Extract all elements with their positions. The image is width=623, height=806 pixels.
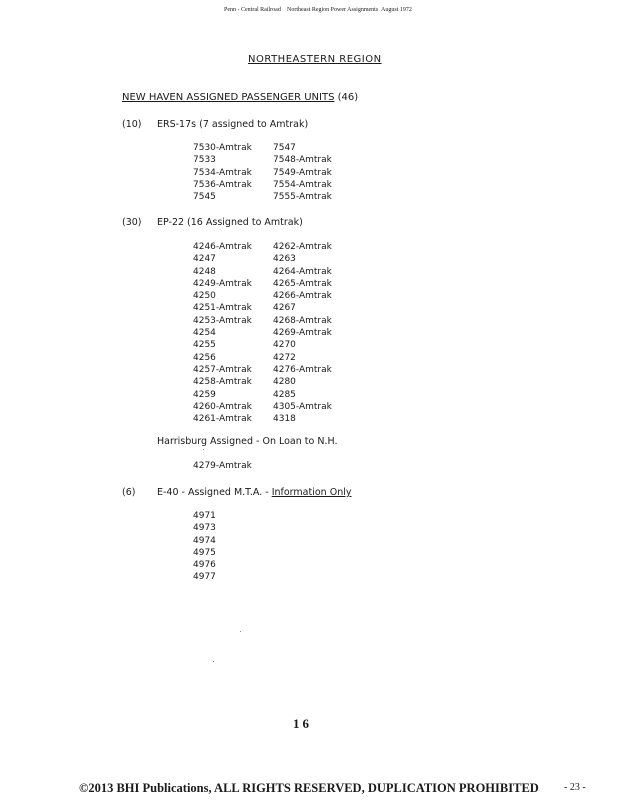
unit-entry: 4264-Amtrak — [273, 266, 332, 277]
unit-entry: 4247 — [193, 254, 216, 265]
scan-speck — [240, 631, 241, 632]
unit-entry: 7548-Amtrak — [273, 155, 332, 166]
footer-copyright: ©2013 BHI Publications, ALL RIGHTS RESERVED, DUPLICATION PROHIBITED — [79, 781, 539, 795]
e40-title-prefix: E-40 - Assigned M.T.A. - — [157, 487, 272, 498]
unit-entry: 4272 — [273, 352, 296, 363]
unit-entry: 4246-Amtrak — [193, 242, 252, 252]
unit-entry: 7530-Amtrak — [193, 143, 252, 153]
harrisburg-unit: 4279-Amtrak — [193, 461, 252, 471]
unit-entry: 7547 — [273, 143, 296, 153]
unit-entry: 7534-Amtrak — [193, 167, 252, 178]
scan-speck — [213, 661, 214, 662]
scan-speck — [203, 449, 204, 450]
unit-entry: 4258-Amtrak — [193, 377, 252, 388]
e40-units — [193, 510, 216, 584]
unit-entry: 4249-Amtrak — [193, 278, 252, 289]
footer-page-number: - 23 - — [564, 782, 586, 793]
unit-entry: 4318 — [273, 414, 296, 425]
unit-entry: 4305-Amtrak — [273, 401, 332, 412]
unit-entry: 4268-Amtrak — [273, 315, 332, 326]
unit-entry: 4973 — [193, 523, 216, 534]
unit-entry: 7549-Amtrak — [273, 167, 332, 178]
page-number: 16 — [293, 716, 312, 731]
unit-entry: 4259 — [193, 389, 216, 400]
unit-entry: 4255 — [193, 340, 216, 351]
e40-count: (6) — [122, 487, 136, 498]
unit-entry: 4977 — [193, 572, 216, 583]
unit-entry: 4276-Amtrak — [273, 364, 332, 375]
unit-entry: 4266-Amtrak — [273, 291, 332, 302]
unit-entry: 7554-Amtrak — [273, 179, 332, 190]
header-railroad: Penn - Central Railroad — [224, 7, 281, 13]
section-heading — [122, 92, 358, 103]
harrisburg-title: Harrisburg Assigned - On Loan to N.H. — [157, 436, 338, 447]
unit-entry: 4265-Amtrak — [273, 278, 332, 289]
ep22-col2 — [273, 241, 332, 425]
unit-entry: 4260-Amtrak — [193, 401, 252, 412]
region-title: NORTHEASTERN REGION — [248, 54, 382, 65]
unit-entry: 4269-Amtrak — [273, 328, 332, 339]
unit-entry: 4270 — [273, 340, 296, 351]
unit-entry: 4254 — [193, 328, 216, 339]
e40-title — [157, 487, 351, 498]
unit-entry: 7555-Amtrak — [273, 192, 332, 203]
section-heading-count: (46) — [337, 92, 359, 103]
unit-entry: 7536-Amtrak — [193, 179, 252, 190]
ep22-count: (30) — [122, 217, 142, 228]
header-title: Northeast Region Power Assignments — [287, 7, 379, 13]
unit-entry: 4257-Amtrak — [193, 364, 252, 375]
unit-entry: 4285 — [273, 389, 296, 400]
e40-title-underlined: Information Only — [271, 487, 352, 498]
ep22-col1 — [193, 241, 252, 425]
unit-entry: 4267 — [273, 303, 296, 314]
unit-entry: 4975 — [193, 547, 216, 558]
unit-entry: 7533 — [193, 155, 216, 166]
unit-entry: 4256 — [193, 352, 216, 363]
ers17-col1 — [193, 142, 252, 203]
unit-entry: 4974 — [193, 535, 216, 546]
ers17-count: (10) — [122, 119, 142, 130]
ers17-col2 — [273, 142, 332, 203]
unit-entry: 4253-Amtrak — [193, 315, 252, 326]
unit-entry: 4280 — [273, 377, 296, 388]
section-heading-text: NEW HAVEN ASSIGNED PASSENGER UNITS — [122, 92, 335, 103]
unit-entry: 7545 — [193, 192, 216, 203]
unit-entry: 4250 — [193, 291, 216, 302]
unit-entry: 4262-Amtrak — [273, 242, 332, 252]
unit-entry: 4248 — [193, 266, 216, 277]
unit-entry: 4971 — [193, 511, 216, 521]
unit-entry: 4261-Amtrak — [193, 414, 252, 425]
unit-entry: 4251-Amtrak — [193, 303, 252, 314]
header-date: August 1972 — [381, 7, 412, 13]
unit-entry: 4976 — [193, 560, 216, 571]
ers17-title: ERS-17s (7 assigned to Amtrak) — [157, 119, 309, 130]
unit-entry: 4263 — [273, 254, 296, 265]
ep22-title: EP-22 (16 Assigned to Amtrak) — [157, 217, 303, 228]
